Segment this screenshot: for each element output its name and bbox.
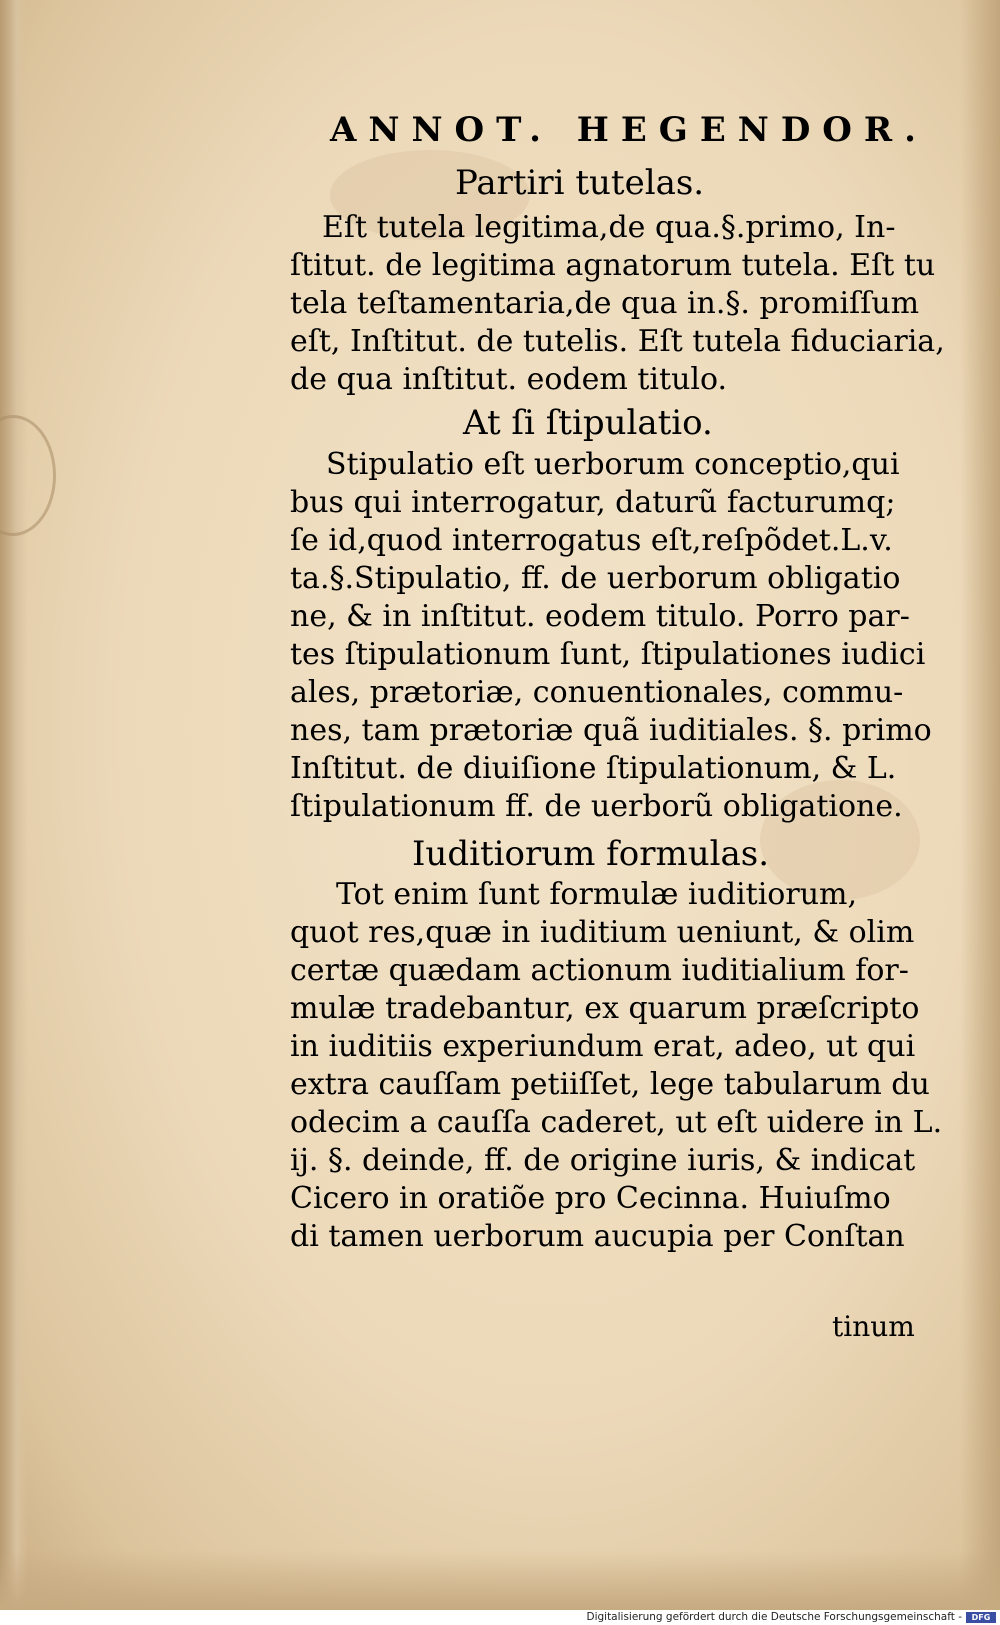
- text-line: extra cauſſam petiiſſet, lege tabularum du: [290, 1067, 930, 1102]
- text-line: ij. §. deinde, ff. de origine iuris, & indicat: [290, 1143, 916, 1178]
- text-line: eſt, Inſtitut. de tutelis. Eſt tutela fiduciaria,: [290, 324, 945, 359]
- text-line: odecim a cauſſa caderet, ut eſt uidere in L.: [290, 1105, 943, 1140]
- text-line: in iuditiis experiundum erat, adeo, ut qui: [290, 1029, 916, 1064]
- section-heading: Partiri tutelas.: [455, 163, 705, 203]
- text-line: de qua inſtitut. eodem titulo.: [290, 362, 728, 397]
- text-line: quot res,quæ in iuditium ueniunt, & olim: [290, 915, 915, 950]
- text-line: tes ſtipulationum ſunt, ſtipulationes iudici: [290, 637, 926, 672]
- thumb-notch-mark: [0, 415, 56, 536]
- page-gutter-shadow: [0, 0, 28, 1610]
- text-line: nes, tam prætoriæ quã iuditiales. §. primo: [290, 713, 932, 748]
- text-line: di tamen uerborum aucupia per Conſtan: [290, 1219, 905, 1254]
- text-line: ales, prætoriæ, conuentionales, commu-: [290, 675, 904, 710]
- text-line: Cicero in oratiõe pro Cecinna. Huiuſmo: [290, 1181, 891, 1216]
- page-right-edge: [960, 0, 1000, 1610]
- text-line: bus qui interrogatur, daturũ facturumq;: [290, 485, 896, 520]
- text-line: ne, & in inſtitut. eodem titulo. Porro par-: [290, 599, 910, 634]
- text-line: certæ quædam actionum iuditialium for-: [290, 953, 909, 988]
- text-line: tela teſtamentaria,de qua in.§. promiſſum: [290, 286, 920, 321]
- text-line: Inſtitut. de diuiſione ſtipulationum, & L.: [290, 751, 897, 786]
- dfg-logo: DFG: [966, 1612, 996, 1623]
- text-line: ta.§.Stipulatio, ff. de uerborum obligatio: [290, 561, 901, 596]
- funding-credit: Digitalisierung gefördert durch die Deutsche Forschungsgemeinschaft -: [586, 1611, 962, 1623]
- text-line: Stipulatio eſt uerborum conceptio,qui: [326, 447, 900, 482]
- section-heading: At ſi ſtipulatio.: [463, 403, 713, 443]
- section-heading: Iuditiorum formulas.: [412, 834, 770, 874]
- text-line: Tot enim ſunt formulæ iuditiorum,: [336, 877, 858, 912]
- digitization-footer: [0, 1610, 1000, 1625]
- running-head: ANNOT. HEGENDOR.: [330, 110, 929, 150]
- catchword: tinum: [832, 1310, 915, 1343]
- text-line: mulæ tradebantur, ex quarum præſcripto: [290, 991, 920, 1026]
- text-line: ſtitut. de legitima agnatorum tutela. Eſt tu: [290, 248, 936, 283]
- page-bottom-edge: [0, 1550, 1000, 1610]
- text-line: ſe id,quod interrogatus eſt,reſpõdet.L.v.: [290, 523, 893, 558]
- text-line: Eſt tutela legitima,de qua.§.primo, In-: [322, 210, 896, 245]
- text-line: ſtipulationum ff. de uerborũ obligatione.: [290, 789, 903, 824]
